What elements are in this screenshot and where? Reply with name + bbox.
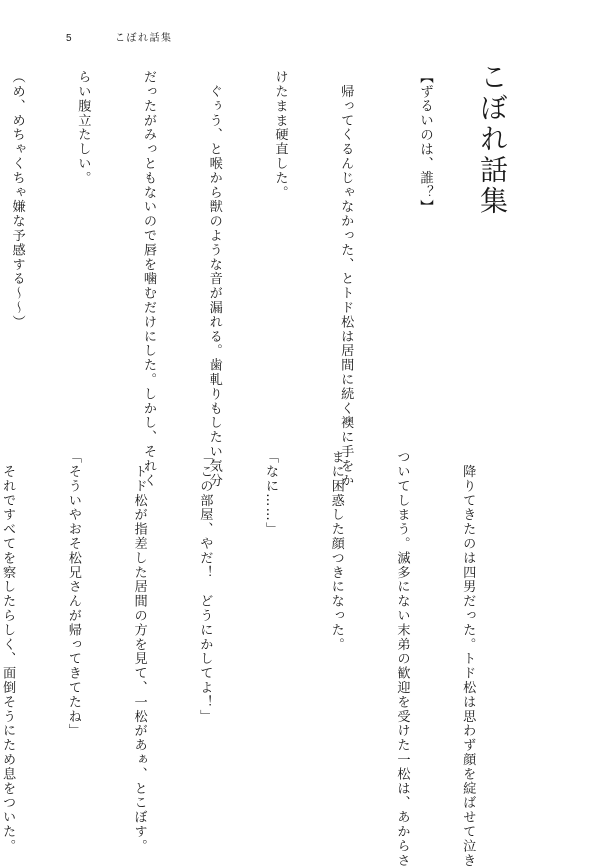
story-subtitle: 【ずるいのは、誰？】 <box>417 70 433 214</box>
story-title: こぼれ話集 <box>476 62 509 217</box>
running-header-title: こぼれ話集 <box>115 33 173 44</box>
text-line: まに困惑した顔つきになった。 <box>328 450 344 652</box>
upper-text-column <box>0 70 400 488</box>
text-line: それですべてを察したらしく、面倒そうにため息をついた。 <box>0 450 16 854</box>
text-line: トド松が指差した居間の方を見て、一松があぁ、とこぼす。 <box>131 450 147 854</box>
text-line: らい腹立たしい。 <box>75 70 91 186</box>
text-line: 「なに……」 <box>263 450 279 537</box>
page-number: 5 <box>66 33 73 44</box>
lower-text-column <box>0 450 522 868</box>
text-line: 帰ってくるんじゃなかった、とトド松は居間に続く襖に手をか <box>338 70 354 488</box>
text-line: だったがみっともないので唇を噛むだけにした。しかし、それく <box>141 70 157 488</box>
text-line: けたまま硬直した。 <box>272 70 288 200</box>
text-line: （め、めちゃくちゃ嫌な予感する〜〜） <box>9 70 25 330</box>
text-line: ぐぅう、と喉から獣のような音が漏れる。歯軋りもしたい気分 <box>206 70 222 488</box>
text-line: 降りてきたのは四男だった。トド松は思わず顔を綻ばせて泣き <box>460 450 476 868</box>
text-line: 「そういやおそ松兄さんが帰ってきてたね」 <box>65 450 81 738</box>
text-line: ついてしまう。滅多にない末弟の歓迎を受けた一松は、あからさ <box>394 450 410 868</box>
text-line: 「この部屋、やだ！ どうにかしてよ！」 <box>197 450 213 724</box>
